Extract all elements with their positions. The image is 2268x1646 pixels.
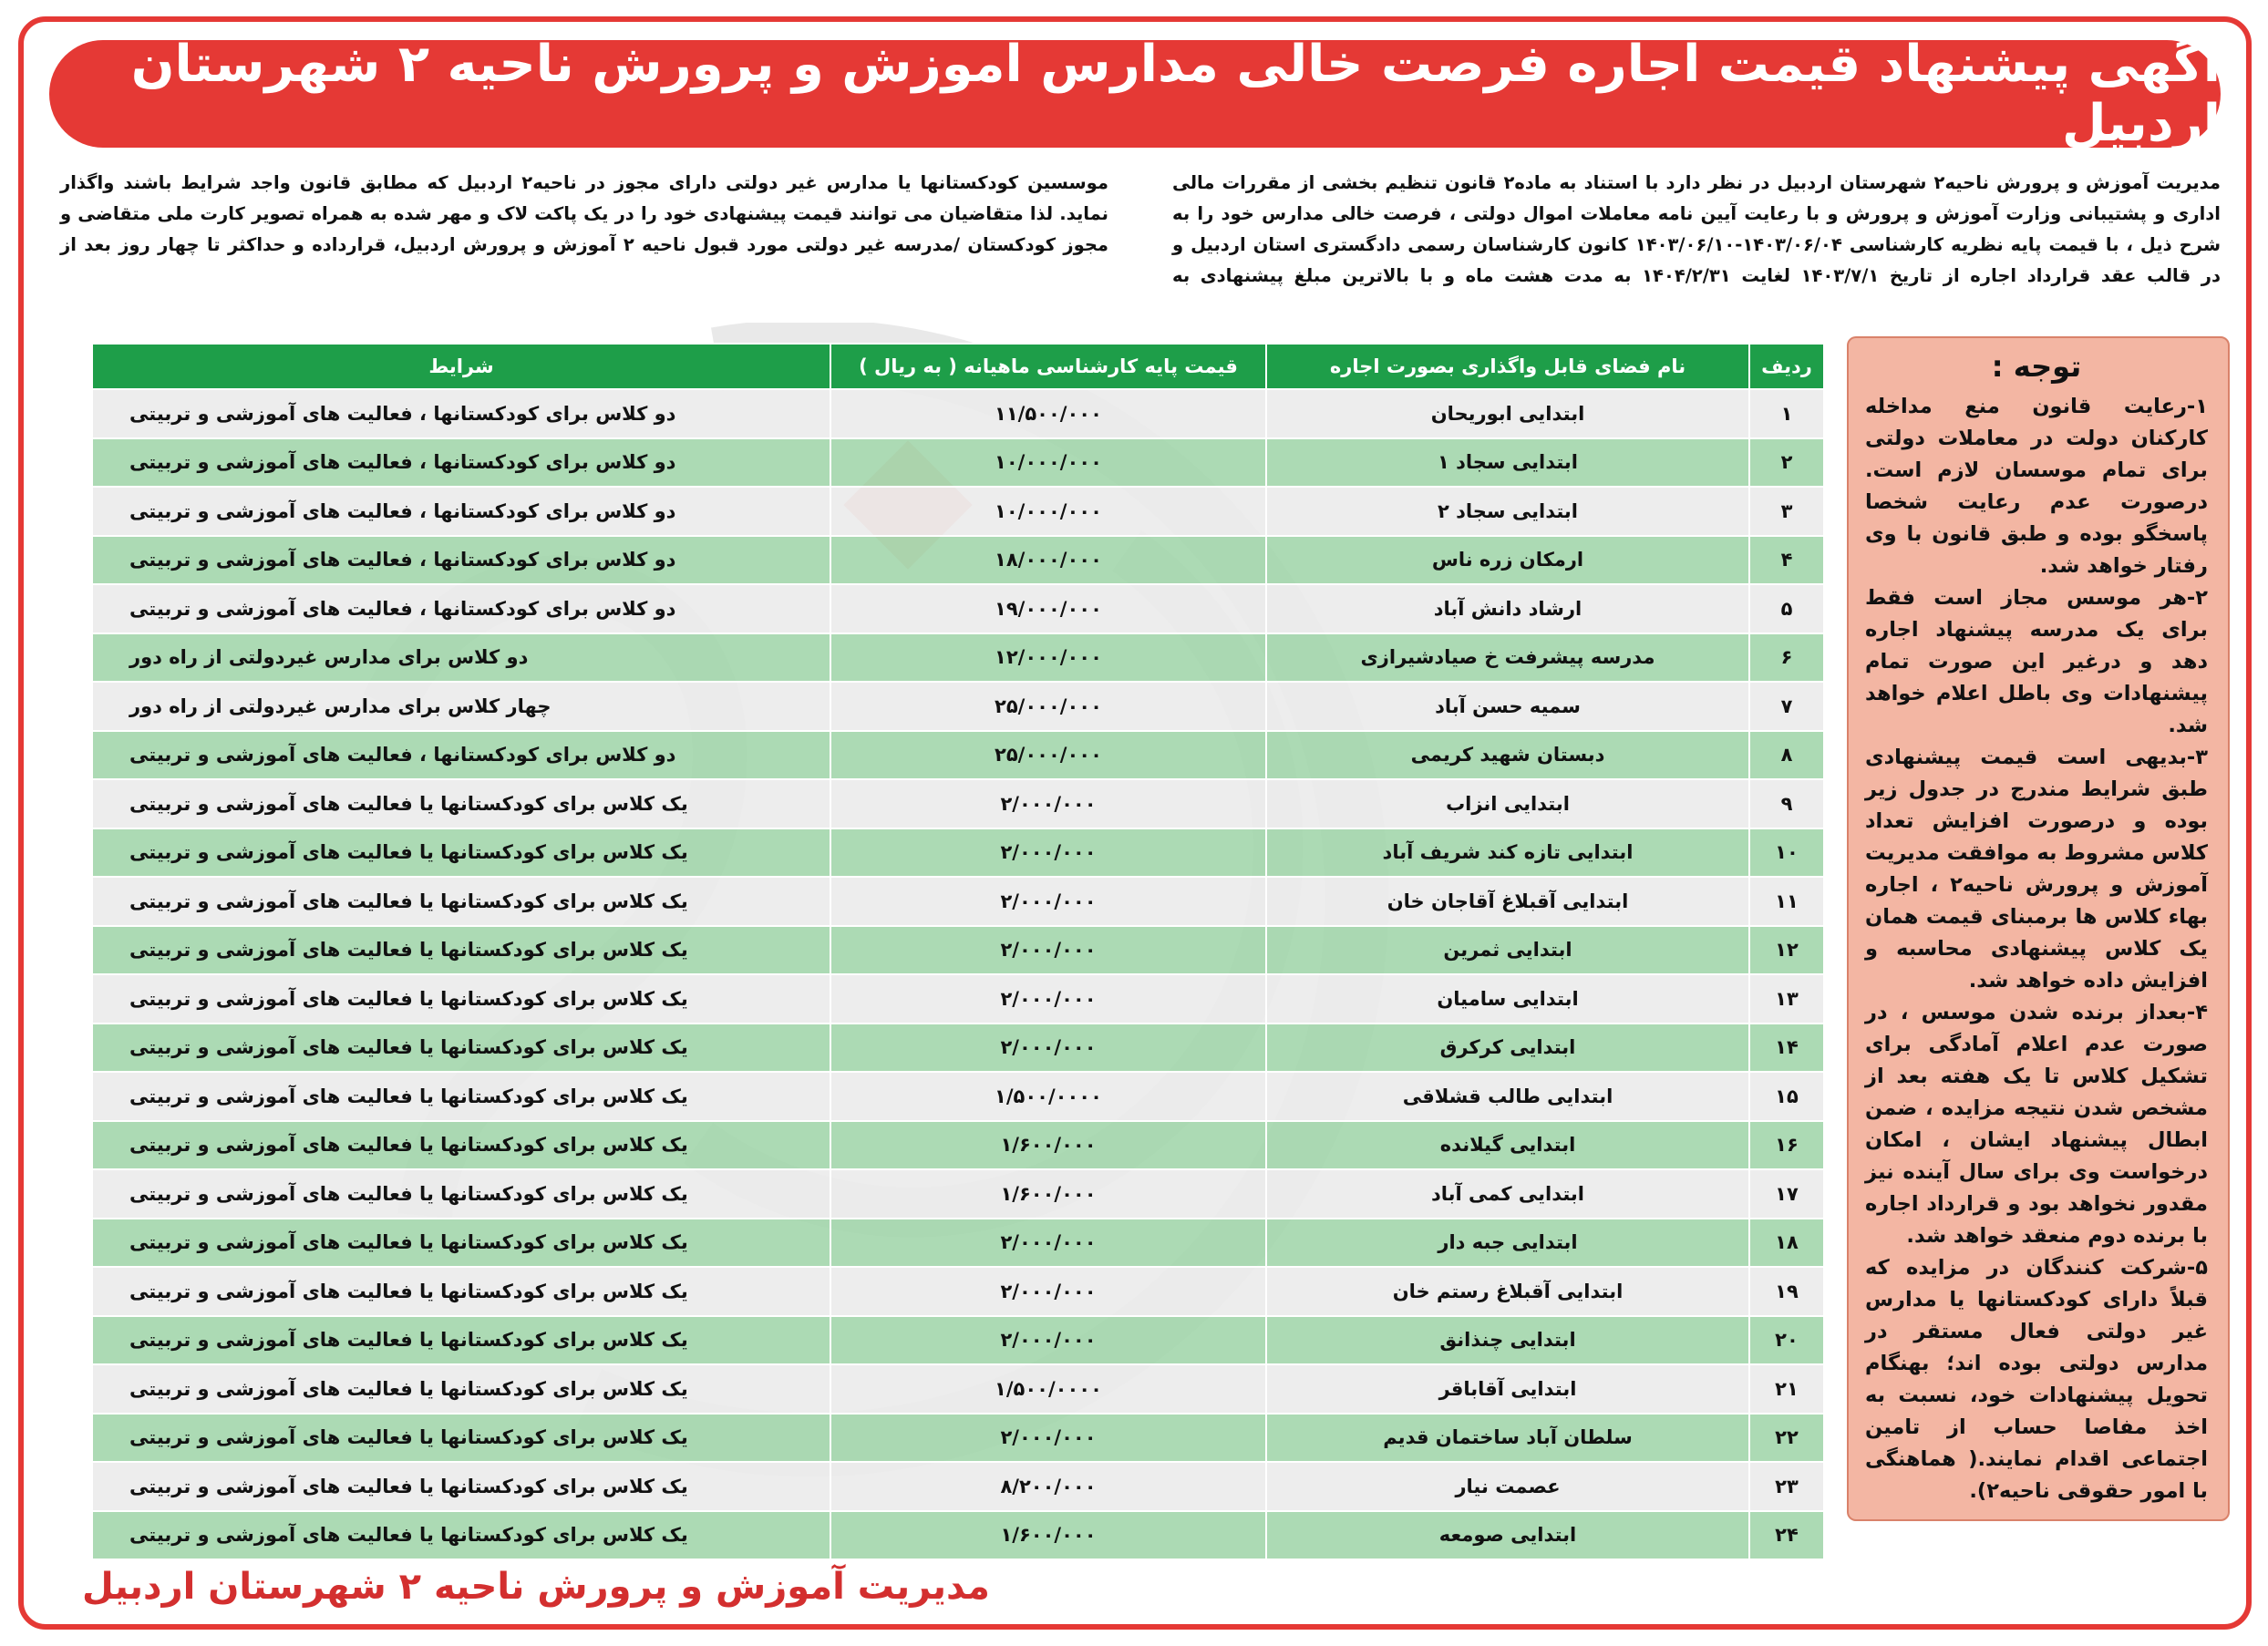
cell-row-number: ۲ <box>1749 438 1824 488</box>
cell-conditions: دو کلاس برای کودکستانها ، فعالیت های آموزشی و تربیتی <box>92 389 830 438</box>
rental-table <box>91 343 1825 1560</box>
table-row <box>92 1121 1824 1170</box>
table-body <box>92 389 1824 1559</box>
cell-base-price: ۲/۰۰۰/۰۰۰ <box>830 926 1266 975</box>
note-title: توجه : <box>1991 349 2082 384</box>
table-row <box>92 1024 1824 1073</box>
note-box <box>1847 336 2230 1521</box>
cell-row-number: ۲۱ <box>1749 1364 1824 1414</box>
table-row <box>92 487 1824 536</box>
cell-space-name: ابتدایی چنذانق <box>1266 1316 1749 1365</box>
cell-space-name: ابتدایی آقاباقر <box>1266 1364 1749 1414</box>
cell-base-price: ۲/۰۰۰/۰۰۰ <box>830 1414 1266 1463</box>
cell-base-price: ۲/۰۰۰/۰۰۰ <box>830 828 1266 878</box>
table-row <box>92 633 1824 683</box>
page-title: آگهی پیشنهاد قیمت اجاره فرصت خالی مدارس آموزش و پرورش ناحیه ۲ شهرستان اردبیل <box>130 35 2221 153</box>
cell-space-name: ابتدایی کمی آباد <box>1266 1169 1749 1219</box>
cell-conditions: دو کلاس برای کودکستانها ، فعالیت های آموزشی و تربیتی <box>92 584 830 633</box>
cell-base-price: ۲/۰۰۰/۰۰۰ <box>830 1267 1266 1316</box>
cell-space-name: مدرسه پیشرفت خ صیادشیرازی <box>1266 633 1749 683</box>
cell-base-price: ۲۵/۰۰۰/۰۰۰ <box>830 731 1266 780</box>
cell-row-number: ۵ <box>1749 584 1824 633</box>
table-header-row <box>92 344 1824 389</box>
cell-base-price: ۱۱/۵۰۰/۰۰۰ <box>830 389 1266 438</box>
cell-base-price: ۸/۲۰۰/۰۰۰ <box>830 1462 1266 1511</box>
cell-conditions: یک کلاس برای کودکستانها یا فعالیت های آموزشی و تربیتی <box>92 1072 830 1121</box>
table-row <box>92 1462 1824 1511</box>
cell-space-name: ابتدایی سامیان <box>1266 974 1749 1024</box>
note-item: ۴-بعداز برنده شدن موسس ، در صورت عدم اعلام آمادگی برای تشکیل کلاس تا یک هفته بعد از مشخص شدن نتیجه مزایده ، ضمن ابطال پیشنهاد ایشان ، امکان درخواست وی برای سال آینده نیز مقدور نخواهد بود و قرارداد اجاره با برنده دوم منعقد خواهد شد. <box>1865 1001 2208 1248</box>
cell-space-name: ابتدایی طالب قشلاقی <box>1266 1072 1749 1121</box>
intro-text: مدیریت آموزش و پرورش ناحیه۲ شهرستان اردبیل در نظر دارد با استناد به ماده۲ قانون تنظیم بخشی از مقررات مالی اداری و پشتیبانی وزارت آموزش و پرورش و با رعایت آیین نامه معاملات اموال دولتی ، فرصت خالی مدارس خود را به شرح ذیل ، با قیمت پایه نظریه کارشناسی ۱۴۰۳/۰۶/۰۴-۱۴۰۳/۰۶/۱۰ کانون کارشناسان رسمی دادگستری استان اردبیل و در قالب عقد قرارداد اجاره از تاریخ ۱۴۰۳/۷/۱ لغایت ۱۴۰۴/۲/۳۱ به مدت هشت ماه و با بالاترین مبلغ پیشنهادی به موسسین کودکستانها یا مدارس غیر دولتی دارای مجوز در ناحیه۲ اردبیل که مطابق قانون واجد شرایط باشند واگذار نماید. لذا متقاضیان می توانند قیمت پیشنهادی خود را در یک پاکت لاک و مهر شده به همراه تصویر کارت ملی متقاضی و مجوز کودکستان /مدرسه غیر دولتی مورد قبول ناحیه ۲ آموزش و پرورش اردبیل، قرارداده و حداکثر تا چهار روز بعد از <box>60 172 2222 286</box>
table-row <box>92 389 1824 438</box>
table-row <box>92 536 1824 585</box>
cell-conditions: یک کلاس برای کودکستانها یا فعالیت های آموزشی و تربیتی <box>92 1121 830 1170</box>
cell-conditions: یک کلاس برای کودکستانها یا فعالیت های آموزشی و تربیتی <box>92 926 830 975</box>
cell-row-number: ۱۵ <box>1749 1072 1824 1121</box>
cell-conditions: یک کلاس برای کودکستانها یا فعالیت های آموزشی و تربیتی <box>92 1169 830 1219</box>
rental-table-wrap <box>91 343 1823 1560</box>
cell-base-price: ۲/۰۰۰/۰۰۰ <box>830 974 1266 1024</box>
cell-base-price: ۱۸/۰۰۰/۰۰۰ <box>830 536 1266 585</box>
cell-base-price: ۱۰/۰۰۰/۰۰۰ <box>830 487 1266 536</box>
table-row <box>92 974 1824 1024</box>
cell-base-price: ۱/۶۰۰/۰۰۰ <box>830 1511 1266 1560</box>
table-row <box>92 1316 1824 1365</box>
cell-space-name: ابتدایی تازه کند شریف آباد <box>1266 828 1749 878</box>
cell-conditions: یک کلاس برای کودکستانها یا فعالیت های آموزشی و تربیتی <box>92 1024 830 1073</box>
table-row <box>92 584 1824 633</box>
table-row <box>92 1414 1824 1463</box>
table-row <box>92 1219 1824 1268</box>
header-base-price: قیمت پایه کارشناسی ماهیانه ( به ریال ) <box>830 344 1266 389</box>
cell-space-name: ابتدایی جبه دار <box>1266 1219 1749 1268</box>
cell-conditions: یک کلاس برای کودکستانها یا فعالیت های آموزشی و تربیتی <box>92 779 830 828</box>
table-row <box>92 682 1824 731</box>
cell-base-price: ۱/۶۰۰/۰۰۰ <box>830 1121 1266 1170</box>
cell-row-number: ۱ <box>1749 389 1824 438</box>
cell-conditions: دو کلاس برای مدارس غیردولتی از راه دور <box>92 633 830 683</box>
cell-row-number: ۱۷ <box>1749 1169 1824 1219</box>
table-row <box>92 731 1824 780</box>
cell-base-price: ۲/۰۰۰/۰۰۰ <box>830 1219 1266 1268</box>
note-item: ۳-بدیهی است قیمت پیشنهادی طبق شرایط مندرج در جدول زیر بوده و درصورت افزایش تعداد کلاس مشروط به موافقت مدیریت آموزش و پرورش ناحیه۲ ، اجاره بهاء کلاس ها برمبنای قیمت همان یک کلاس پیشنهادی محاسبه و افزایش داده خواهد شد. <box>1865 746 2209 993</box>
cell-conditions: یک کلاس برای کودکستانها یا فعالیت های آموزشی و تربیتی <box>92 1511 830 1560</box>
cell-row-number: ۱۹ <box>1749 1267 1824 1316</box>
table-row <box>92 1511 1824 1560</box>
cell-conditions: یک کلاس برای کودکستانها یا فعالیت های آموزشی و تربیتی <box>92 1364 830 1414</box>
cell-conditions: دو کلاس برای کودکستانها ، فعالیت های آموزشی و تربیتی <box>92 536 830 585</box>
cell-conditions: یک کلاس برای کودکستانها یا فعالیت های آموزشی و تربیتی <box>92 974 830 1024</box>
cell-row-number: ۱۰ <box>1749 828 1824 878</box>
title-banner <box>49 35 2221 153</box>
cell-row-number: ۱۲ <box>1749 926 1824 975</box>
header-row-number: ردیف <box>1749 344 1824 389</box>
cell-base-price: ۲۵/۰۰۰/۰۰۰ <box>830 682 1266 731</box>
cell-row-number: ۴ <box>1749 536 1824 585</box>
cell-space-name: سمیه حسن آباد <box>1266 682 1749 731</box>
note-item: ۵-شرکت کنندگان در مزایده که قبلاً دارای کودکستانها یا مدارس غیر دولتی فعال مستقر در مدارس دولتی بوده اند؛ بهنگام تحویل پیشنهادات خود، نسبت به اخذ مفاصا حساب از تامین اجتماعی اقدام نمایند.( هماهنگی با امور حقوقی ناحیه۲). <box>1865 1256 2208 1503</box>
table-row <box>92 828 1824 878</box>
header-conditions: شرایط <box>92 344 830 389</box>
table-row <box>92 438 1824 488</box>
cell-conditions: یک کلاس برای کودکستانها یا فعالیت های آموزشی و تربیتی <box>92 1462 830 1511</box>
cell-space-name: ابتدایی انزاب <box>1266 779 1749 828</box>
header-space-name: نام فضای قابل واگذاری بصورت اجاره <box>1266 344 1749 389</box>
cell-row-number: ۳ <box>1749 487 1824 536</box>
cell-row-number: ۱۶ <box>1749 1121 1824 1170</box>
cell-base-price: ۲/۰۰۰/۰۰۰ <box>830 1316 1266 1365</box>
cell-conditions: یک کلاس برای کودکستانها یا فعالیت های آموزشی و تربیتی <box>92 1316 830 1365</box>
cell-row-number: ۲۳ <box>1749 1462 1824 1511</box>
cell-base-price: ۱۰/۰۰۰/۰۰۰ <box>830 438 1266 488</box>
cell-base-price: ۱/۵۰۰/۰۰۰۰ <box>830 1364 1266 1414</box>
cell-base-price: ۱۹/۰۰۰/۰۰۰ <box>830 584 1266 633</box>
cell-space-name: ابتدایی ابوریحان <box>1266 389 1749 438</box>
cell-conditions: دو کلاس برای کودکستانها ، فعالیت های آموزشی و تربیتی <box>92 487 830 536</box>
cell-row-number: ۹ <box>1749 779 1824 828</box>
cell-space-name: ابتدایی سجاد ۲ <box>1266 487 1749 536</box>
cell-conditions: یک کلاس برای کودکستانها یا فعالیت های آموزشی و تربیتی <box>92 1267 830 1316</box>
cell-conditions: یک کلاس برای کودکستانها یا فعالیت های آموزشی و تربیتی <box>92 877 830 926</box>
cell-space-name: دبستان شهید کریمی <box>1266 731 1749 780</box>
cell-base-price: ۲/۰۰۰/۰۰۰ <box>830 877 1266 926</box>
cell-row-number: ۶ <box>1749 633 1824 683</box>
cell-row-number: ۷ <box>1749 682 1824 731</box>
table-row <box>92 877 1824 926</box>
cell-base-price: ۱/۶۰۰/۰۰۰ <box>830 1169 1266 1219</box>
ad-frame <box>18 16 2252 1630</box>
table-row <box>92 1364 1824 1414</box>
cell-space-name: ابتدایی صومعه <box>1266 1511 1749 1560</box>
cell-row-number: ۱۳ <box>1749 974 1824 1024</box>
note-item: ۲-هر موسس مجاز است فقط برای یک مدرسه پیشنهاد اجاره دهد و درغیر این صورت تمام پیشنهادات وی باطل اعلام خواهد شد. <box>1865 586 2208 737</box>
cell-row-number: ۲۲ <box>1749 1414 1824 1463</box>
cell-space-name: ابتدایی سجاد ۱ <box>1266 438 1749 488</box>
cell-conditions: یک کلاس برای کودکستانها یا فعالیت های آموزشی و تربیتی <box>92 1414 830 1463</box>
cell-row-number: ۸ <box>1749 731 1824 780</box>
note-item: ۱-رعایت قانون منع مداخله کارکنان دولت در معاملات دولتی برای تمام موسسان لازم است. درصورت عدم رعایت شخصا پاسخگو بوده و طبق قانون با وی رفتار خواهد شد. <box>1865 395 2208 578</box>
cell-conditions: دو کلاس برای کودکستانها ، فعالیت های آموزشی و تربیتی <box>92 438 830 488</box>
cell-space-name: ابتدایی کرکرق <box>1266 1024 1749 1073</box>
cell-row-number: ۲۰ <box>1749 1316 1824 1365</box>
cell-space-name: ابتدایی گیلانده <box>1266 1121 1749 1170</box>
cell-base-price: ۱/۵۰۰/۰۰۰۰ <box>830 1072 1266 1121</box>
cell-base-price: ۲/۰۰۰/۰۰۰ <box>830 1024 1266 1073</box>
footer-signature: مدیریت آموزش و پرورش ناحیه ۲ شهرستان اردبیل <box>82 1566 990 1608</box>
cell-conditions: یک کلاس برای کودکستانها یا فعالیت های آموزشی و تربیتی <box>92 1219 830 1268</box>
cell-row-number: ۱۱ <box>1749 877 1824 926</box>
cell-space-name: ابتدایی ثمرین <box>1266 926 1749 975</box>
cell-conditions: دو کلاس برای کودکستانها ، فعالیت های آموزشی و تربیتی <box>92 731 830 780</box>
table-row <box>92 1072 1824 1121</box>
cell-base-price: ۲/۰۰۰/۰۰۰ <box>830 779 1266 828</box>
cell-space-name: عصمت نیار <box>1266 1462 1749 1511</box>
table-row <box>92 1267 1824 1316</box>
cell-space-name: سلطان آباد ساختمان قدیم <box>1266 1414 1749 1463</box>
table-row <box>92 779 1824 828</box>
cell-row-number: ۲۴ <box>1749 1511 1824 1560</box>
cell-space-name: ابتدایی آقبلاغ رستم خان <box>1266 1267 1749 1316</box>
cell-conditions: یک کلاس برای کودکستانها یا فعالیت های آموزشی و تربیتی <box>92 828 830 878</box>
cell-space-name: ارمکان زره ناس <box>1266 536 1749 585</box>
cell-row-number: ۱۸ <box>1749 1219 1824 1268</box>
table-row <box>92 926 1824 975</box>
cell-row-number: ۱۴ <box>1749 1024 1824 1073</box>
cell-space-name: ارشاد دانش آباد <box>1266 584 1749 633</box>
cell-base-price: ۱۲/۰۰۰/۰۰۰ <box>830 633 1266 683</box>
cell-space-name: ابتدایی آقبلاغ آقاجان خان <box>1266 877 1749 926</box>
table-row <box>92 1169 1824 1219</box>
cell-conditions: چهار کلاس برای مدارس غیردولتی از راه دور <box>92 682 830 731</box>
